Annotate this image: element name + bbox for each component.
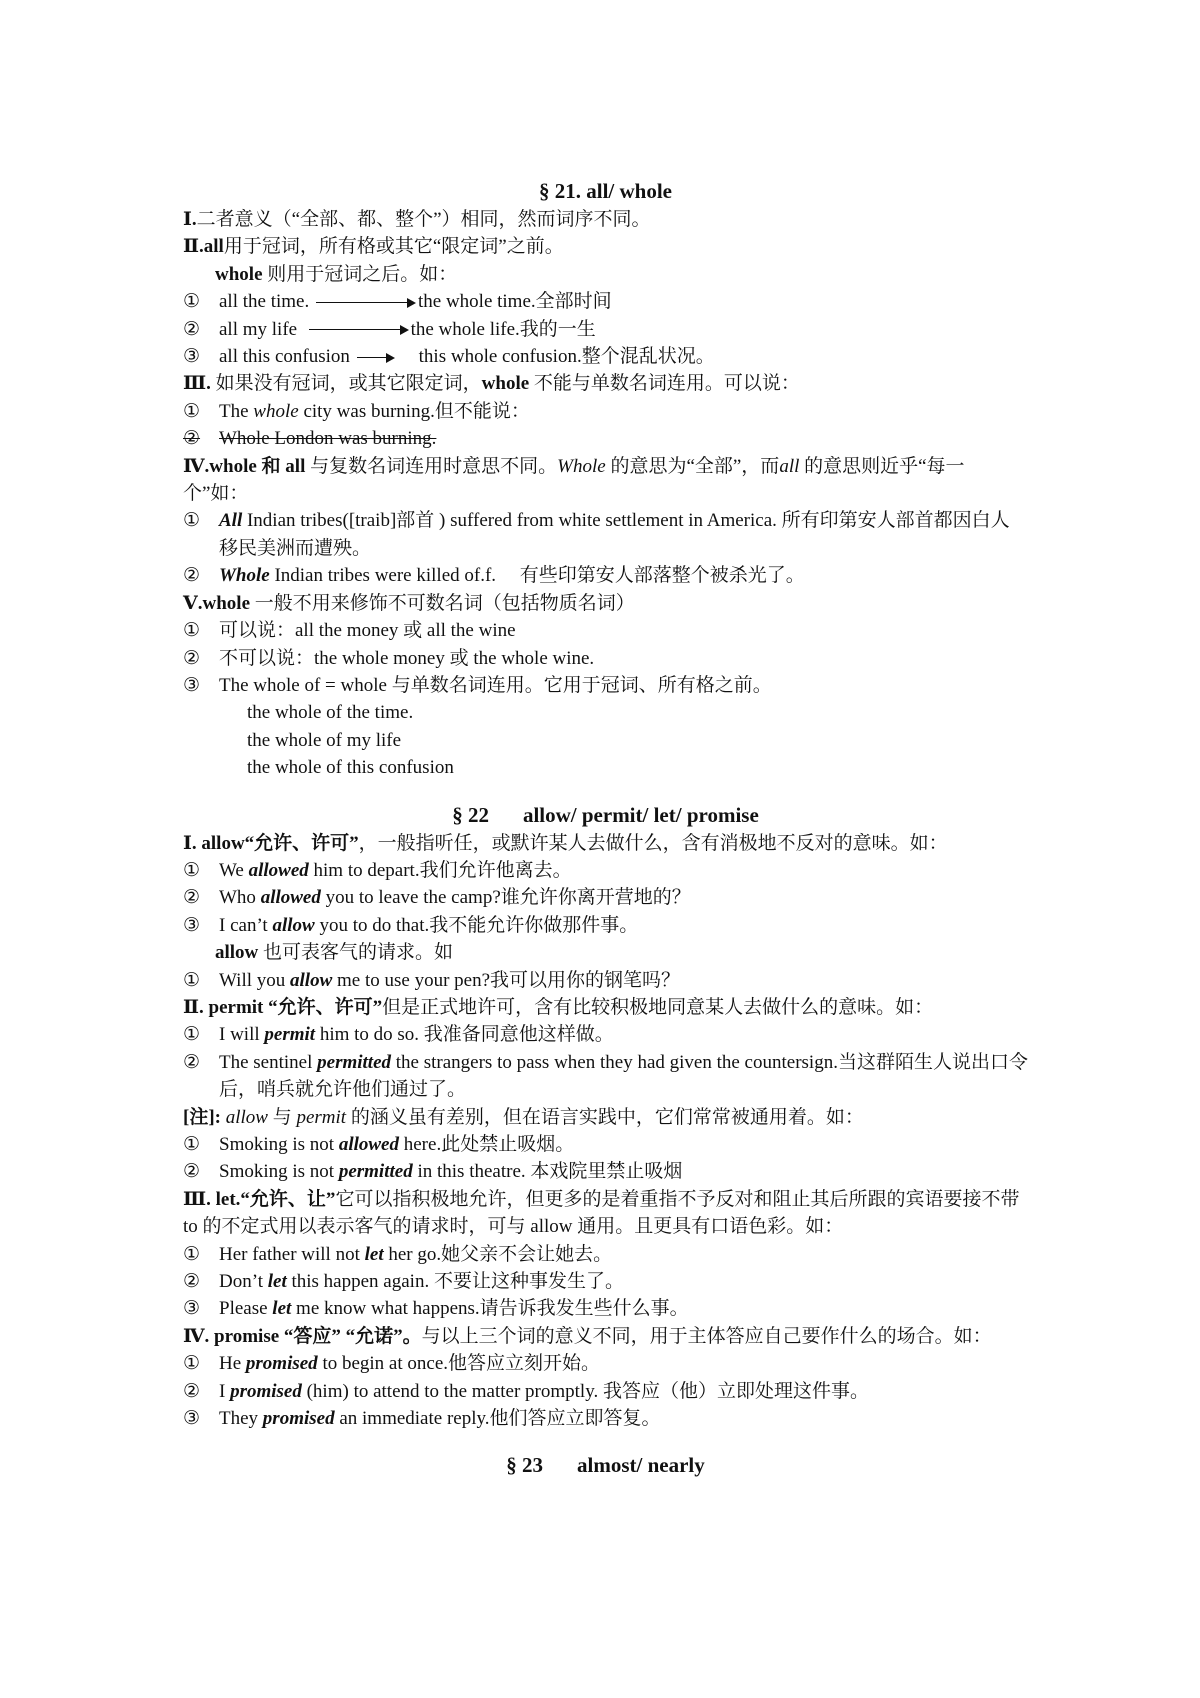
s21-example-4: ① The whole city was burning.但不能说： xyxy=(183,400,530,422)
s21-example-3: ③ all this confusion this whole confusion.整个混乱状况。 xyxy=(183,346,715,368)
s21-point-4: Ⅳ.whole 和 all 与复数名词连用时意思不同。Whole 的意思为“全部”，而all 的意思则近乎“每一个”如： xyxy=(183,455,965,505)
s22-point-2: Ⅱ. permit “允许、许可”但是正式地许可，含有比较积极地同意某人去做什么的意味。如： xyxy=(183,996,934,1018)
section-21-heading xyxy=(183,176,1028,206)
s21-point-2: Ⅱ.all用于冠词，所有格或其它“限定词”之前。 xyxy=(183,236,564,258)
s21-point-3: Ⅲ. 如果没有冠词，或其它限定词，whole 不能与单数名词连用。可以说： xyxy=(183,373,800,395)
s22-example-4: ① Will you allow me to use your pen?我可以用你的钢笔吗？ xyxy=(183,969,681,991)
s22-point-1-cont: allow 也可表客气的请求。如 xyxy=(215,942,454,964)
s21-example-6: ① All Indian tribes([traib]部首 ) suffered from white settlement in America. 所有印第安人部首都因白人移民美洲而遭殃。 xyxy=(183,510,1010,559)
s22-example-13: ② I promised (him) to attend to the matter promptly. 我答应（他）立即处理这件事。 xyxy=(183,1380,869,1402)
s21-example-10-a: the whole of the time. xyxy=(247,702,414,724)
s22-note: [注]: allow 与 permit 的涵义虽有差别，但在语言实践中，它们常常被通用着。如： xyxy=(183,1106,864,1128)
s22-example-11: ③ Please let me know what happens.请告诉我发生些什么事。 xyxy=(183,1298,689,1320)
s22-example-5: ① I will permit him to do so. 我准备同意他这样做。 xyxy=(183,1024,614,1046)
s21-example-1: ① all the time. the whole time.全部时间 xyxy=(183,291,612,313)
s22-example-2: ② Who allowed you to leave the camp?谁允许你离开营地的？ xyxy=(183,887,691,909)
s22-example-14: ③ They promised an immediate reply.他们答应立即答复。 xyxy=(183,1408,661,1430)
section-21-title: § 21. all/ whole xyxy=(538,179,672,203)
s22-example-9: ① Her father will not let her go.她父亲不会让她去。 xyxy=(183,1243,613,1265)
s22-example-12: ① He promised to begin at once.他答应立刻开始。 xyxy=(183,1353,601,1375)
s21-point-5: Ⅴ.whole 一般不用来修饰不可数名词（包括物质名词） xyxy=(183,592,635,614)
right-arrow-icon xyxy=(309,325,409,335)
s21-example-2: ② all my life the whole life.我的一生 xyxy=(183,318,596,340)
section-22-heading: § 22 allow/ permit/ let/ promise xyxy=(452,802,759,827)
s21-example-5: ② Whole London was burning. xyxy=(183,428,437,450)
s21-example-10: ③ The whole of = whole 与单数名词连用。它用于冠词、所有格之前。 xyxy=(183,674,772,696)
s21-example-7: ② Whole Indian tribes were killed of.f. 有些印第安人部落整个被杀光了。 xyxy=(183,565,805,587)
s22-point-3: Ⅲ. let.“允许、让”它可以指积极地允许，但更多的是着重指不予反对和阻止其后所跟的宾语要接不带 to 的不定式用以表示客气的请求时，可与 allow 通用。且更具有口语色彩。如： xyxy=(183,1188,1020,1238)
s22-point-1: Ⅰ. allow“允许、许可”，一般指听任，或默许某人去做什么，含有消极地不反对的意味。如： xyxy=(183,832,948,854)
s21-point-2-cont: whole 则用于冠词之后。如： xyxy=(215,263,458,285)
right-arrow-icon xyxy=(316,298,416,308)
s22-example-6: ② The sentinel permitted the strangers to pass when they had given the countersign.当这群陌生人说出口令后，哨兵就允许他们通过了。 xyxy=(183,1051,1028,1101)
s22-example-8: ② Smoking is not permitted in this theatre. 本戏院里禁止吸烟 xyxy=(183,1161,683,1183)
s21-example-8: ① 可以说：all the money 或 all the wine xyxy=(183,620,516,642)
s22-example-10: ② Don’t let this happen again. 不要让这种事发生了。 xyxy=(183,1271,624,1293)
s21-point-1: Ⅰ.二者意义（“全部、都、整个”）相同，然而词序不同。 xyxy=(183,209,651,230)
s21-example-10-b: the whole of my life xyxy=(247,729,402,751)
s22-example-7: ① Smoking is not allowed here.此处禁止吸烟。 xyxy=(183,1134,575,1155)
s21-example-9: ② 不可以说：the whole money 或 the whole wine. xyxy=(183,647,595,669)
right-arrow-icon xyxy=(357,353,395,363)
section-23-heading: § 23 almost/ nearly xyxy=(506,1453,705,1478)
s22-example-3: ③ I can’t allow you to do that.我不能允许你做那件事。 xyxy=(183,914,639,936)
document-page xyxy=(183,176,1028,1480)
s22-example-1: ① We allowed him to depart.我们允许他离去。 xyxy=(183,859,572,881)
s22-point-4: Ⅳ. promise “答应” “允诺”。与以上三个词的意义不同，用于主体答应自己要作什么的场合。如： xyxy=(183,1325,992,1347)
s21-example-10-c: the whole of this confusion xyxy=(247,757,454,779)
